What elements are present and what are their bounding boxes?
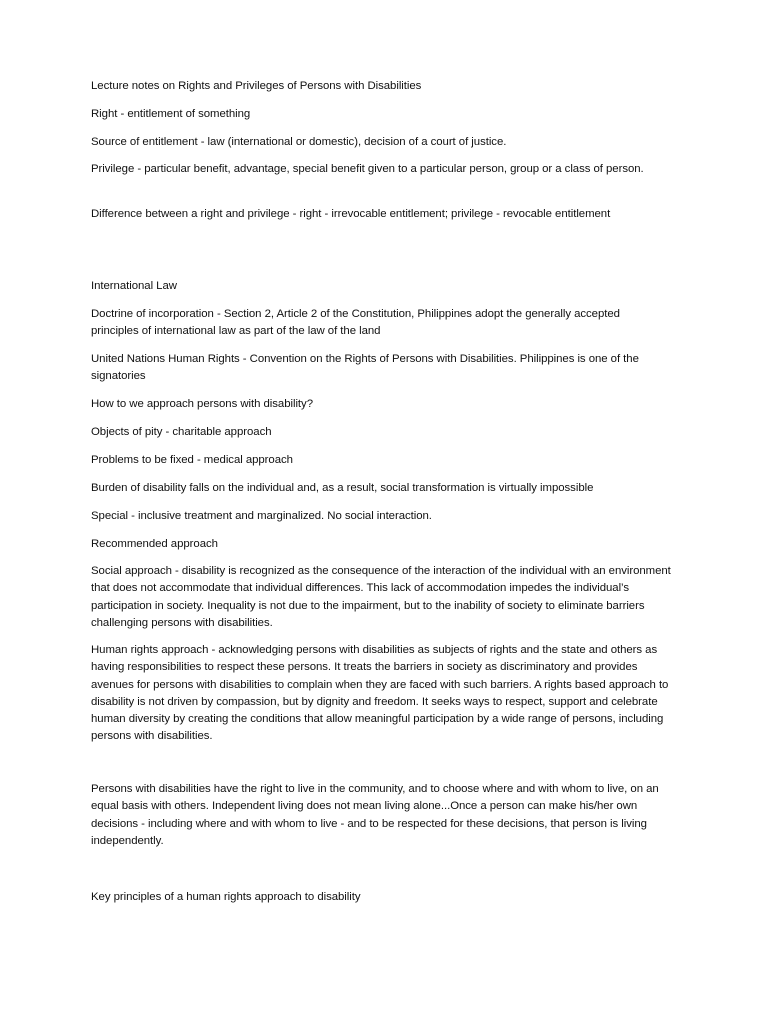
paragraph-privilege-definition: Privilege - particular benefit, advantage, special benefit given to a particular person, group or a class of person. [91,163,644,175]
paragraph-living-in-community: Persons with disabilities have the right to live in the community, and to choose where and with whom to live, on an equal basis with others. Independent living does not mean living alone...Once a person can make his/her own decisions - including where and with whom to live - and to be respected for these decisions, that person is living independently. [91,783,659,847]
paragraph-human-rights-approach: Human rights approach - acknowledging persons with disabilities as subjects of rights and the state and others as having responsibilities to respect these persons. It treats the barriers in society as discriminatory and provides avenues for persons with disabilities to complain when they are faced with such barriers. A rights based approach to disability is not driven by compassion, but by dignity and freedom. It seeks ways to respect, support and celebrate human diversity by creating the conditions that allow meaningful participation by a wide range of persons, including persons with disabilities. [91,644,669,743]
paragraph-social-approach: Social approach - disability is recognized as the consequence of the interaction of the individual with an environment that does not accommodate that individual differences. This lack of accommodation impedes the individual’s participation in society. Inequality is not due to the impairment, but to the inability of society to eliminate barriers challenging persons with disabilities. [91,565,671,629]
paragraph-un-human-rights: United Nations Human Rights - Convention on the Rights of Persons with Disabilities. Philippines is one of the signatories [91,353,639,383]
paragraph-objects-of-pity: Objects of pity - charitable approach [91,426,272,438]
paragraph-special-treatment: Special - inclusive treatment and marginalized. No social interaction. [91,510,432,522]
paragraph-doctrine-of-incorporation: Doctrine of incorporation - Section 2, Article 2 of the Constitution, Philippines adopt the generally accepted principles of international law as part of the law of the land [91,308,620,338]
paragraph-burden-of-disability: Burden of disability falls on the individual and, as a result, social transformation is virtually impossible [91,482,594,494]
paragraph-source-of-entitlement: Source of entitlement - law (international or domestic), decision of a court of justice. [91,136,507,148]
document-title: Lecture notes on Rights and Privileges of Persons with Disabilities [91,80,422,92]
paragraph-right-definition: Right - entitlement of something [91,108,251,120]
heading-key-principles: Key principles of a human rights approach to disability [91,891,361,903]
paragraph-right-vs-privilege: Difference between a right and privilege - right - irrevocable entitlement; privilege - revocable entitlement [91,208,611,220]
paragraph-problems-to-be-fixed: Problems to be fixed - medical approach [91,454,293,466]
heading-international-law: International Law [91,280,177,292]
paragraph-how-to-approach: How to we approach persons with disability? [91,398,313,410]
heading-recommended-approach: Recommended approach [91,538,218,550]
